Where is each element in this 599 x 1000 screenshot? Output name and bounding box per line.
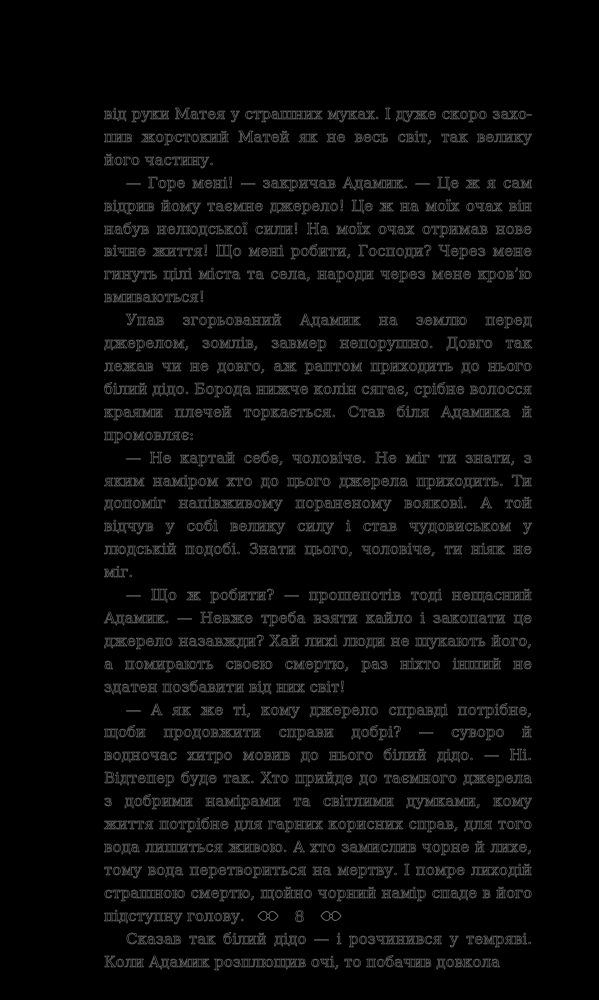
leaf-ornament-icon	[319, 909, 343, 923]
paragraph-2: — Горе мені! — закричав Адамик. — Це ж я сам відрив йому таємне джерело! Це ж на моїх очах він набув нелюдської сили! На моїх очах отримав нове вічне життя! Що мені робити, Господи? Через мене гинуть цілі міста та села, народи через мене кров’ю вмиваються!	[104, 173, 532, 307]
paragraph-7: Сказав так білий дідо — і розчинився у темряві. Коли Адамик розплющив очі, то побачив довкола	[104, 929, 532, 971]
paragraph-5: — Що ж робити? — прошепотів тоді нещасний Адамик. — Невже треба взяти кайло і закопати це джерело назавжди? Хай лихі люди не шукають його, а помирають своєю смертю, раз ніхто інший не здатен позбавити від них світ!	[104, 586, 532, 696]
paragraph-4: — Не картай себе, чоловіче. Не міг ти знати, з яким наміром хто до цього джерела приходить. Ти допоміг напівживому пораненому воякові. А той відчув у собі велику силу і став чудовиськом у людській подобі. Знати цього, чоловіче, ти ніяк не міг.	[104, 448, 532, 582]
page-text	[104, 103, 532, 973]
page-number: 8	[294, 906, 305, 926]
paragraph-6: — А як же ті, кому джерело справді потрібне, щоби продовжити справи добрі? — суворо й водночас хитро мовив до нього білий дідо. — Ні. Відтепер буде так. Хто прийде до таємного джерела з добрими намірами та світлими думками, кому життя потрібне для гарних корисних справ, для того вода лишиться живою. А хто замислив чорне й лихе, тому вода перетвориться на мертву. І помре лиходій страшною смертю, щойно чорний намір спаде в його підступну голову.	[104, 700, 532, 925]
page-footer	[0, 902, 599, 930]
paragraph-1: від руки Матея у страшних муках. І дуже скоро захопив жорстокий Матей як не весь світ, так велику його частину.	[104, 105, 532, 169]
paragraph-3: Упав згорьований Адамик на землю перед джерелом, зомлів, завмер непорушно. Довго так лежав чи не довго, аж раптом приходить до нього білий дідо. Борода нижче колін сягає, срібне волосся краями плечей торкається. Став біля Адамика й промовляє:	[104, 311, 532, 444]
leaf-ornament-icon	[256, 909, 280, 923]
